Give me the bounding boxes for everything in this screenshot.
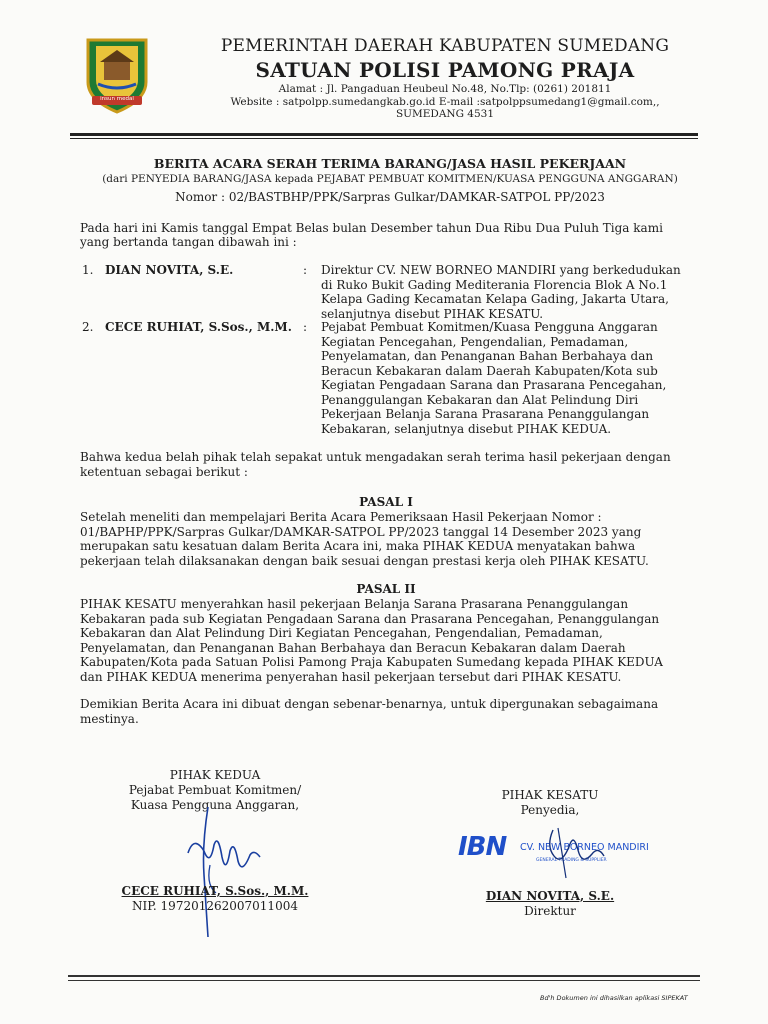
party-desc-line: Kegiatan Pengadaan Sarana dan Prasarana Pencegahan, — [321, 378, 667, 392]
party-desc-line: Beracun Kebakaran dalam Daerah Kabupaten/Kota sub — [321, 363, 658, 378]
signatory-name: CECE RUHIAT, S.Sos., M.M. — [121, 884, 309, 898]
party-description — [321, 320, 692, 436]
agency-address: Alamat : Jl. Pangaduan Heubeul No.48, No.Tlp: (0261) 201811 — [278, 83, 612, 95]
document-subtitle: (dari PENYEDIA BARANG/JASA kepada PEJABAT PEMBUAT KOMITMEN/KUASA PENGGUNA ANGGARAN) — [102, 173, 678, 185]
intro-line: yang bertanda tangan dibawah ini : — [80, 235, 297, 249]
signatory-name: DIAN NOVITA, S.E. — [485, 889, 615, 903]
article-1-title: PASAL I — [359, 495, 413, 509]
party-desc-line: Kelapa Gading Kecamatan Kelapa Gading, Jakarta Utara, — [321, 292, 669, 306]
article-line: dan PIHAK KEDUA menerima penyerahan hasil pekerjaan tersebut dari PIHAK KESATU. — [80, 669, 622, 684]
article-line: Setelah meneliti dan mempelajari Berita Acara Pemeriksaan Hasil Pekerjaan Nomor : — [80, 510, 602, 524]
party-number: 1. — [82, 263, 94, 277]
article-line: Kebakaran dan Alat Pelindung Diri Kegiatan Pencegahan, Pengendalian, Pemadaman, — [80, 626, 603, 640]
party-desc-line: di Ruko Bukit Gading Mediterania Florencia Blok A No.1 — [321, 277, 668, 292]
party-desc-line: Penyelamatan, dan Penanganan Bahan Berbahaya dan — [321, 349, 654, 363]
party-description — [321, 263, 692, 321]
article-line: Kebakaran pada sub Kegiatan Pengadaan Sarana dan Prasarana Pencegahan, Penanggulangan — [80, 611, 660, 626]
party-name: DIAN NOVITA, S.E. — [105, 263, 234, 277]
party-desc-line: Pekerjaan Belanja Sarana Prasarana Penanggulangan — [321, 407, 650, 421]
article-2-body — [80, 597, 692, 684]
stamp-abbreviation: IBN — [458, 832, 507, 862]
party-number: 2. — [82, 320, 94, 334]
party-colon: : — [303, 320, 308, 334]
party-colon: : — [303, 263, 308, 277]
agency-city: SUMEDANG 4531 — [395, 108, 495, 120]
regency-logo — [84, 34, 150, 114]
article-line: 01/BAPHP/PPK/Sarpras Gulkar/DAMKAR-SATPOL PP/2023 tanggal 14 Desember 2023 yang — [80, 524, 642, 539]
agency-website: Website : satpolpp.sumedangkab.go.id E-mail :satpolppsumedang1@gmail.com,, — [230, 96, 660, 108]
document-title: BERITA ACARA SERAH TERIMA BARANG/JASA HASIL PEKERJAAN — [153, 156, 627, 171]
article-2-title: PASAL II — [356, 582, 416, 596]
party-desc-line: Kegiatan Pencegahan, Pengendalian, Pemadaman, — [321, 334, 629, 349]
signatory-title: Pejabat Pembuat Komitmen/ — [128, 783, 302, 797]
signature-block-right — [460, 788, 640, 818]
agreement-text — [80, 450, 692, 479]
article-line: PIHAK KESATU menyerahkan hasil pekerjaan Belanja Sarana Prasarana Penanggulangan — [80, 597, 629, 611]
handwritten-signature-left — [180, 805, 270, 945]
intro-line: Pada hari ini Kamis tanggal Empat Belas bulan Desember tahun Dua Ribu Dua Puluh Tiga kami — [80, 221, 663, 235]
signatory-role: PIHAK KEDUA — [169, 768, 261, 782]
stamp-tagline: GENERAL TRADING & SUPPLIER — [536, 858, 607, 863]
agreement-line: ketentuan sebagai berikut : — [80, 464, 248, 479]
closing-text — [80, 697, 692, 726]
signatory-title: Penyedia, — [520, 803, 580, 817]
agreement-line: Bahwa kedua belah pihak telah sepakat untuk mengadakan serah terima hasil pekerjaan dengan — [80, 450, 671, 464]
signatory-position: Direktur — [524, 904, 576, 918]
agency-name: SATUAN POLISI PAMONG PRAJA — [255, 58, 635, 82]
article-1-body — [80, 510, 692, 568]
article-line: Penyelamatan, dan Penanganan Bahan Berbahaya dan Beracun Kebakaran dalam Daerah — [80, 640, 626, 655]
logo-motto: insun medal — [100, 96, 134, 102]
party-desc-line: Kebakaran, selanjutnya disebut PIHAK KEDUA. — [321, 421, 612, 436]
closing-line: mestinya. — [80, 711, 139, 726]
party-desc-line: Penanggulangan Kebakaran dan Alat Pelindung Diri — [321, 392, 639, 407]
header-divider-thin — [70, 138, 698, 139]
signature-name-left — [110, 884, 320, 914]
signatory-title: Kuasa Pengguna Anggaran, — [130, 798, 300, 812]
footer-divider-thin — [68, 980, 700, 981]
article-line: merupakan satu kesatuan dalam Berita Acara ini, maka PIHAK KEDUA menyatakan bahwa — [80, 539, 636, 553]
article-line: pekerjaan telah dilaksanakan dengan baik sesuai dengan prestasi kerja oleh PIHAK KESATU. — [80, 553, 649, 568]
stamp-company-name: CV. NEW BORNEO MANDIRI — [520, 842, 649, 853]
signature-name-right — [460, 889, 640, 919]
party-desc-line: Direktur CV. NEW BORNEO MANDIRI yang berkedudukan — [321, 263, 681, 277]
party-name: CECE RUHIAT, S.Sos., M.M. — [105, 320, 292, 334]
company-stamp — [458, 826, 658, 882]
closing-line: Demikian Berita Acara ini dibuat dengan sebenar-benarnya, untuk dipergunakan sebagaimana — [80, 697, 659, 711]
document-number: Nomor : 02/BASTBHP/PPK/Sarpras Gulkar/DAMKAR-SATPOL PP/2023 — [175, 190, 605, 204]
article-line: Kabupaten/Kota pada Satuan Polisi Pamong Praja Kabupaten Sumedang kepada PIHAK KEDUA — [80, 655, 663, 669]
party-desc-line: selanjutnya disebut PIHAK KESATU. — [321, 306, 544, 321]
header-divider-thick — [70, 133, 698, 136]
signatory-nip: NIP. 197201262007011004 — [132, 899, 298, 913]
footer-divider-thick — [68, 975, 700, 977]
government-name: PEMERINTAH DAERAH KABUPATEN SUMEDANG — [220, 36, 670, 56]
signatory-role: PIHAK KESATU — [501, 788, 599, 802]
party-desc-line: Pejabat Pembuat Komitmen/Kuasa Pengguna Anggaran — [321, 320, 658, 334]
footer-note: Bd'h Dokumen ini dihasilkan aplikasi SIPEKAT — [540, 994, 688, 1002]
